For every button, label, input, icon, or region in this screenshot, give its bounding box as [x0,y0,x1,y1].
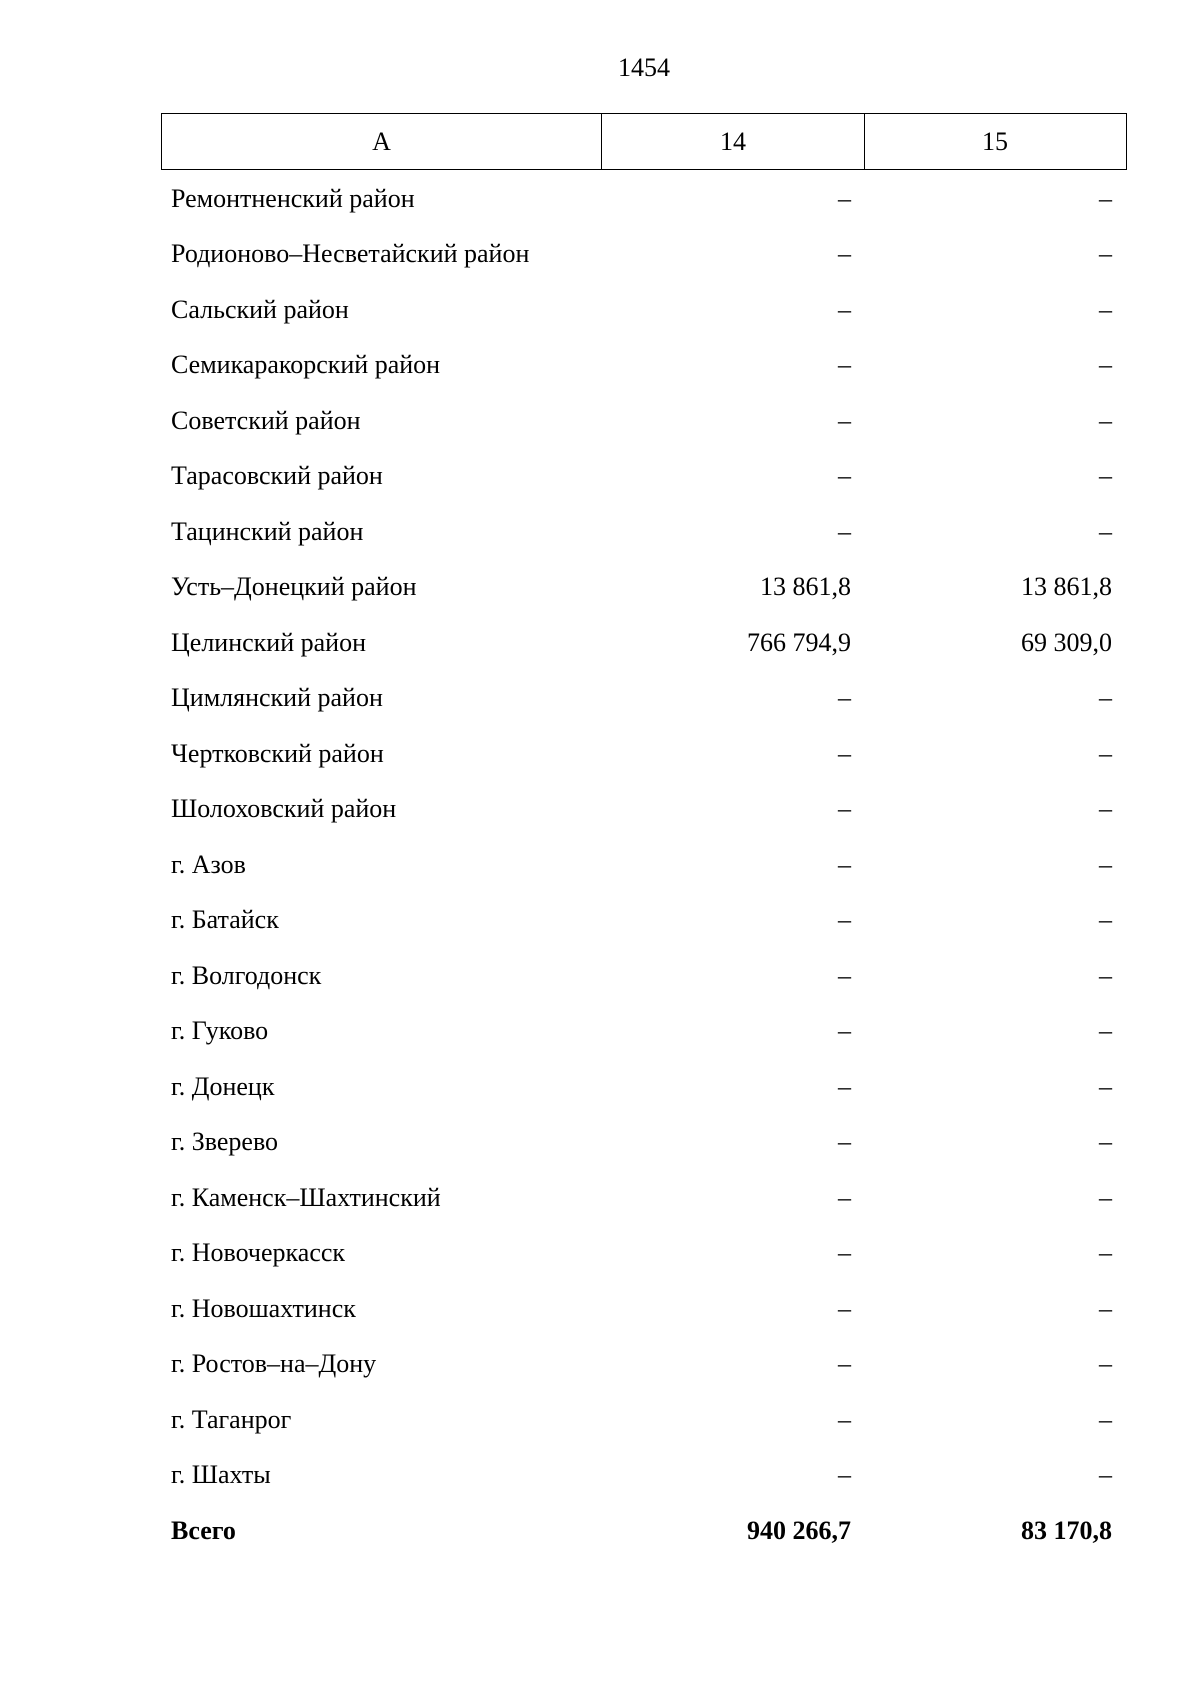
row-value-14: – [838,350,851,380]
data-table [161,113,1127,1559]
row-value-14: – [838,738,851,768]
table-row [161,560,1127,616]
header-col-14: 14 [601,114,864,169]
row-name: г. Батайск [171,905,279,935]
row-value-14: – [838,1238,851,1268]
row-name: г. Волгодонск [171,960,322,990]
table-row [161,893,1127,949]
table-row [161,1448,1127,1504]
row-value-15: 69 309,0 [1021,627,1112,657]
page-number: 1454 [618,53,670,82]
row-value-14: – [838,1127,851,1157]
row-value-15: – [1099,1127,1112,1157]
row-name: Всего [171,1515,236,1545]
table-row [161,948,1127,1004]
row-name: г. Зверево [171,1127,279,1157]
row-name: г. Азов [171,849,246,879]
row-name: Тацинский район [171,516,364,546]
row-value-15: – [1099,1349,1112,1379]
row-name: Чертковский район [171,738,384,768]
table-row [161,671,1127,727]
table-row [161,782,1127,838]
row-value-14: – [838,794,851,824]
table-header [161,113,1127,170]
row-value-14: – [838,1293,851,1323]
row-value-15: – [1099,738,1112,768]
row-value-14: – [838,683,851,713]
total-row [161,1503,1127,1559]
row-value-14: – [838,905,851,935]
row-value-14: – [838,461,851,491]
table-row [161,171,1127,227]
row-name: Советский район [171,405,361,435]
table-row [161,1004,1127,1060]
row-name: Сальский район [171,294,349,324]
row-value-14: – [838,1460,851,1490]
row-name: г. Каменск–Шахтинский [171,1182,441,1212]
row-value-15: – [1099,1016,1112,1046]
row-name: Усть–Донецкий район [171,572,417,602]
row-name: Шолоховский район [171,794,397,824]
row-name: г. Новочеркасск [171,1238,346,1268]
table-row [161,1337,1127,1393]
table-row [161,282,1127,338]
table-row [161,1392,1127,1448]
table-row [161,1059,1127,1115]
row-value-14: – [838,183,851,213]
table-row [161,1281,1127,1337]
row-name: г. Ростов–на–Дону [171,1349,377,1379]
row-name: Цимлянский район [171,683,383,713]
row-value-15: – [1099,516,1112,546]
row-value-15: – [1099,1071,1112,1101]
table-row [161,393,1127,449]
row-value-15: – [1099,1404,1112,1434]
row-value-14: – [838,1404,851,1434]
row-value-15: 13 861,8 [1021,572,1112,602]
table-row [161,837,1127,893]
table-row [161,504,1127,560]
table-body [161,170,1127,1559]
row-value-14: – [838,294,851,324]
row-value-15: – [1099,461,1112,491]
row-value-14: – [838,1071,851,1101]
row-value-14: – [838,516,851,546]
table-row [161,726,1127,782]
row-value-15: – [1099,960,1112,990]
row-value-15: – [1099,294,1112,324]
row-value-15: – [1099,794,1112,824]
row-value-15: 83 170,8 [1021,1515,1112,1545]
row-name: Семикаракорский район [171,350,441,380]
row-name: г. Донецк [171,1071,275,1101]
row-value-15: – [1099,1238,1112,1268]
row-value-15: – [1099,183,1112,213]
row-value-14: – [838,1182,851,1212]
row-value-14: – [838,1016,851,1046]
table-row [161,1115,1127,1171]
row-value-14: – [838,849,851,879]
row-value-15: – [1099,1460,1112,1490]
row-value-14: – [838,239,851,269]
table-row [161,1170,1127,1226]
row-name: Тарасовский район [171,461,383,491]
row-name: г. Таганрог [171,1404,292,1434]
row-value-14: 766 794,9 [747,627,851,657]
row-value-14: 940 266,7 [747,1515,851,1545]
row-value-14: – [838,1349,851,1379]
row-value-14: – [838,960,851,990]
table-row [161,1226,1127,1282]
header-col-15: 15 [864,114,1125,169]
table-row [161,227,1127,283]
row-value-15: – [1099,1182,1112,1212]
header-col-a: А [372,126,391,156]
row-value-14: 13 861,8 [760,572,851,602]
row-name: г. Гуково [171,1016,269,1046]
row-value-15: – [1099,1293,1112,1323]
row-name: Ремонтненский район [171,183,415,213]
row-value-15: – [1099,239,1112,269]
row-name: г. Новошахтинск [171,1293,356,1323]
row-value-15: – [1099,683,1112,713]
row-value-15: – [1099,905,1112,935]
row-name: г. Шахты [171,1460,271,1490]
row-value-15: – [1099,849,1112,879]
row-value-15: – [1099,350,1112,380]
table-row [161,615,1127,671]
row-value-15: – [1099,405,1112,435]
row-name: Родионово–Несветайский район [171,239,530,269]
table-row [161,338,1127,394]
table-row [161,449,1127,505]
row-value-14: – [838,405,851,435]
row-name: Целинский район [171,627,366,657]
